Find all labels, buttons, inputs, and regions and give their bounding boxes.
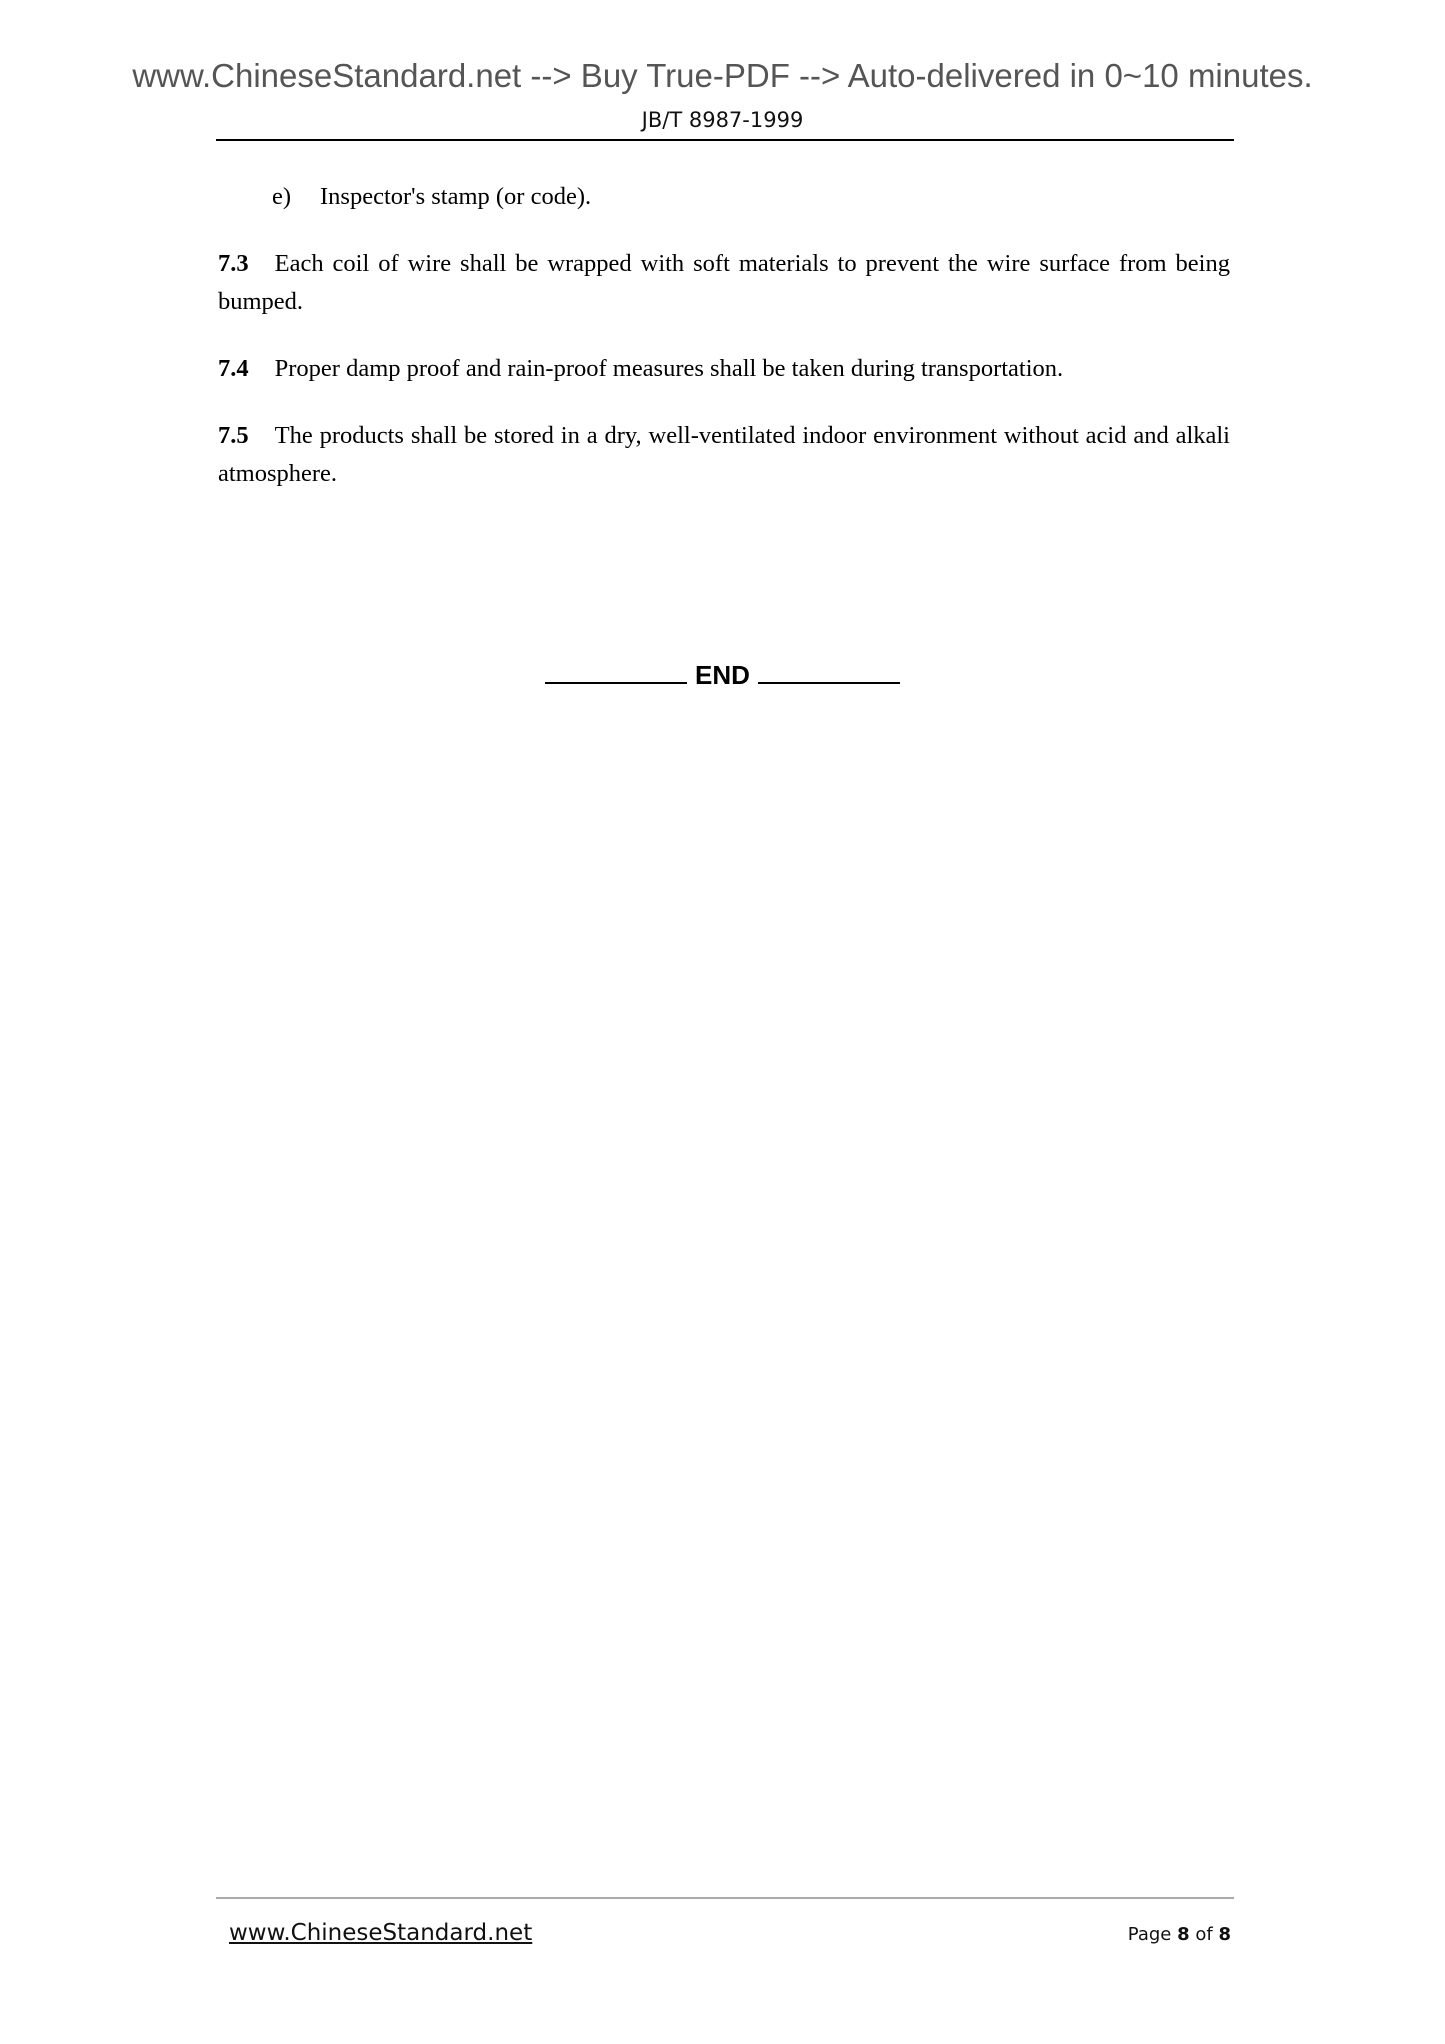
clause-number: 7.5: [218, 422, 249, 449]
list-marker: e): [272, 183, 292, 210]
clause-text: Proper damp proof and rain-proof measures shall be taken during transportation.: [274, 355, 1064, 382]
page-total: 8: [1218, 1924, 1231, 1945]
page-word: Page: [1127, 1924, 1172, 1945]
clause-7-4: [218, 350, 1230, 388]
clause-text: The products shall be stored in a dry, well-ventilated indoor environment without acid and alkali atmosphere.: [218, 422, 1230, 487]
document-code: JB/T 8987-1999: [641, 108, 804, 132]
end-rule-right: [758, 656, 900, 684]
footer-website-link[interactable]: www.ChineseStandard.net: [229, 1920, 533, 1946]
end-marker: [0, 656, 1445, 692]
page-of: of: [1195, 1924, 1213, 1945]
footer-divider: [216, 1897, 1234, 1899]
page-current: 8: [1177, 1924, 1190, 1945]
clause-7-5: [218, 417, 1230, 493]
list-item-text: Inspector's stamp (or code).: [320, 183, 592, 210]
clause-7-3: [218, 245, 1230, 321]
header-divider: [216, 139, 1234, 141]
watermark-banner: www.ChineseStandard.net --> Buy True-PDF --> Auto-delivered in 0~10 minutes.: [132, 57, 1313, 94]
end-rule-left: [545, 656, 687, 684]
clause-number: 7.4: [218, 355, 249, 382]
end-label: END: [695, 660, 750, 690]
clause-text: Each coil of wire shall be wrapped with soft materials to prevent the wire surface from being bumped.: [218, 250, 1230, 315]
clause-number: 7.3: [218, 250, 249, 277]
page-number: [1128, 1922, 1231, 1948]
list-item-e: [272, 178, 1284, 216]
